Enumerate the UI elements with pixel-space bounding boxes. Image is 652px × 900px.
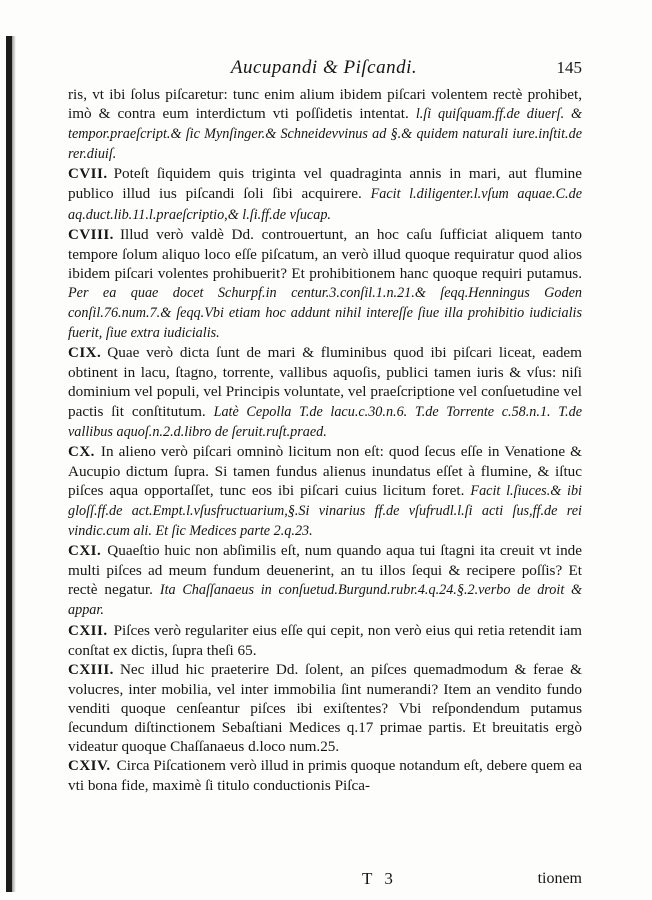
gutter-shadow (12, 36, 16, 892)
citation: Latè Cepolla T.de lacu.c.30.n.6. T.de Torrente c.58.n.1. T.de vallibus aquoſ.n.2.d.libro de ſeruit.ruſt.praed. (68, 403, 582, 440)
thesis-number: CVII. (68, 166, 108, 183)
thesis-number: CXI. (68, 543, 102, 560)
paragraph-text: Piſces verò regulariter eius eſſe qui cepit, non verò eius qui retia retendit iam conſtat ex dictis, ſupra theſi 65. (68, 621, 582, 659)
thesis-number: CXIII. (68, 661, 114, 678)
paragraph-text: Quae verò dicta ſunt de mari & fluminibus quod ibi piſcari liceat, eadem obtinent in lacu, ſtagno, torrente, vallibus aquoſis, publici tamen iuris & vſus: niſi dominium vel populi, vel Principis voluntate, vel praeſcriptione vel conſuetudine vel pactis ſit conſtitutum. (68, 344, 582, 420)
paragraph-text: Quaeſtio huic non abſimilis eſt, num quando aqua tui ſtagni ita creuit vt inde multi piſces ad meum fundum deuenerint, an tu illos ſequi & recipere poſſis? Et rectè negatur. (68, 542, 582, 599)
thesis-number: CX. (68, 443, 95, 460)
page-number: 145 (556, 58, 582, 77)
paragraph-cxi (68, 541, 582, 620)
paragraph-text: Circa Piſcationem verò illud in primis quoque notandum eſt, debere quem ea vti bona fide, maximè ſi titulo conductionis Piſca- (68, 757, 582, 795)
paragraph-text: Poteſt ſiquidem quis triginta vel quadraginta annis in mari, aut flumine publico illud ius piſcandi ſoli ſibi acquirere. (68, 165, 582, 203)
catchword: tionem (537, 870, 582, 887)
thesis-number: CVIII. (68, 226, 114, 243)
paragraph-continuation (68, 85, 582, 164)
citation: Facit l.ſiuces.& ibi gloſſ.ff.de act.Empt.l.vſusfructuarium,§.Si vinarius ff.de vſufrudl.l.ſi acti ſus,ff.de rei vindic.cum ali. Et ſic Medices parte 2.q.23. (68, 482, 582, 540)
signature-mark: T 3 (362, 869, 397, 888)
running-head (66, 56, 582, 82)
thesis-number: CXIV. (68, 758, 111, 775)
citation: Per ea quae docet Schurpf.in centur.3.conſil.1.n.21.& ſeqq.Henningus Goden conſil.76.num.7.& ſeqq.Vbi etiam hoc addunt nihil intereſſe ſiue illa prohibitio iudicialis fuerit, ſiue extra iudicialis. (68, 284, 582, 342)
paragraph-cxiii (68, 660, 582, 756)
thesis-number: CXII. (68, 622, 108, 639)
paragraph-text: In alieno verò piſcari omninò licitum non eſt: quod ſecus eſſe in Venatione & Aucupio dictum ſupra. Si tamen fundus alienus inundatus eſſet à flumine, & iſtuc piſces aqua opportaſſet, tunc eos ibi piſcari cuius licitum foret. (68, 442, 582, 499)
paragraph-text: Illud verò valdè Dd. controuertunt, an hoc caſu ſufficiat aliquem tanto tempore ſolum aliquo loco eſſe piſcatum, an verò illud quoque requiratur quod alios ibidem piſcari volentes prohibuerit? Et prohibitionem hanc quoque requiri putamus. (68, 225, 582, 282)
paragraph-text: Nec illud hic praeterire Dd. ſolent, an piſces quemadmodum & ferae & volucres, inter mobilia, vel inter immobilia ſint numerandi? Item an vendito fundo venditi quoque cenſeantur piſces ibi exiſtentes? Vbi reſpondendum putamus ſecundum diſtinctionem Sebaſtiani Medices q.17 primae partis. Et breuitatis ergò videatur quoque Chaſſanaeus d.loco num.25. (68, 660, 582, 756)
paragraph-cxiv (68, 756, 582, 795)
body-text (68, 85, 582, 865)
paragraph-text: ris, vt ibi ſolus piſcaretur: tunc enim alium ibidem piſcari volentem rectè prohibet, imò & contra eum interdictum vti poſſidetis intentat. (68, 86, 582, 123)
paragraph-cx (68, 442, 582, 541)
citation: l.ſi quiſquam.ff.de diuerſ. & tempor.praeſcript.& ſic Mynſinger.& Schneidevvinus ad §.& quidem naturali iure.inſtit.de rer.diuiſ. (68, 106, 583, 163)
paragraph-cviii (68, 225, 582, 344)
citation: Facit l.diligenter.l.vſum aquae.C.de aq.duct.lib.11.l.praeſcriptio,& l.ſi.ff.de vſucap. (68, 186, 582, 223)
thesis-number: CIX. (68, 345, 102, 362)
citation: Ita Chaſſanaeus in conſuetud.Burgund.rubr.4.q.24.§.2.verbo de droit & appar. (68, 582, 582, 619)
paragraph-cix (68, 343, 582, 441)
paragraph-cvii (68, 164, 582, 224)
paragraph-cxii (68, 621, 582, 660)
running-title: Aucupandi & Piſcandi. (230, 57, 418, 78)
